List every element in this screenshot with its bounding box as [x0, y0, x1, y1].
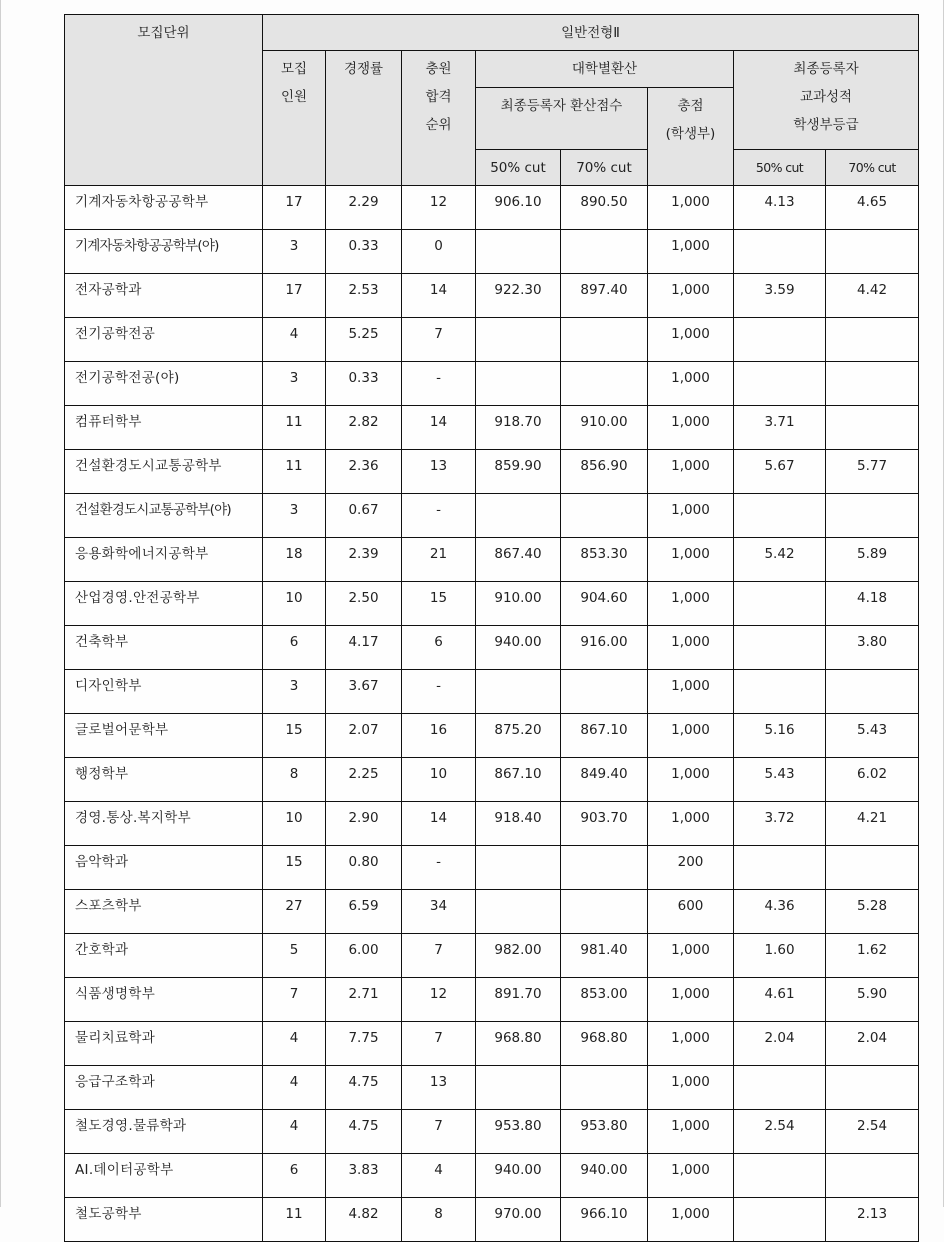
cell-rate: 0.33: [326, 230, 402, 274]
table-row: [65, 494, 919, 538]
cell-total: 1,000: [648, 582, 734, 626]
cell-total: 1,000: [648, 362, 734, 406]
cell-rank: -: [402, 670, 476, 714]
cell-grade50: [734, 1066, 826, 1110]
cell-conv70: [561, 846, 648, 890]
cell-conv70: [561, 230, 648, 274]
cell-quota: 4: [263, 1110, 326, 1154]
cell-rank: 21: [402, 538, 476, 582]
cell-unit: 전기공학전공(야): [65, 362, 263, 406]
cell-rate: 5.25: [326, 318, 402, 362]
table-header: [65, 15, 919, 186]
cell-grade50: [734, 230, 826, 274]
cell-conv70: 856.90: [561, 450, 648, 494]
cell-total: 600: [648, 890, 734, 934]
cell-rank: 13: [402, 450, 476, 494]
cell-grade50: 3.72: [734, 802, 826, 846]
cell-rank: 14: [402, 406, 476, 450]
cell-rate: 7.75: [326, 1022, 402, 1066]
header-total: [648, 88, 734, 186]
cell-total: 1,000: [648, 406, 734, 450]
cell-total: 1,000: [648, 1110, 734, 1154]
cell-grade50: 2.04: [734, 1022, 826, 1066]
cell-unit: 기계자동차항공공학부(야): [65, 230, 263, 274]
cell-rank: -: [402, 846, 476, 890]
cell-grade50: 5.43: [734, 758, 826, 802]
cell-grade70: [826, 494, 919, 538]
header-grade-line2: 교과성적: [799, 89, 853, 105]
cell-conv50: 906.10: [476, 186, 561, 230]
cell-quota: 7: [263, 978, 326, 1022]
cell-grade70: 6.02: [826, 758, 919, 802]
cell-grade70: 5.77: [826, 450, 919, 494]
cell-unit: 디자인학부: [65, 670, 263, 714]
table-row: [65, 802, 919, 846]
table-row: [65, 1154, 919, 1198]
cell-rank: 34: [402, 890, 476, 934]
table-row: [65, 230, 919, 274]
cell-conv50: 867.40: [476, 538, 561, 582]
cell-grade70: 4.42: [826, 274, 919, 318]
page-edge-left: [0, 0, 1, 1207]
table-row: [65, 1022, 919, 1066]
table-row: [65, 186, 919, 230]
cell-rate: 4.75: [326, 1066, 402, 1110]
cell-conv70: [561, 494, 648, 538]
cell-conv50: [476, 890, 561, 934]
cell-grade70: 4.65: [826, 186, 919, 230]
cell-total: 200: [648, 846, 734, 890]
table-row: [65, 626, 919, 670]
cell-rank: 12: [402, 978, 476, 1022]
cell-conv50: 891.70: [476, 978, 561, 1022]
cell-quota: 6: [263, 626, 326, 670]
cell-rate: 2.82: [326, 406, 402, 450]
header-grade-70: 70% cut: [826, 150, 919, 186]
cell-unit: 컴퓨터학부: [65, 406, 263, 450]
cell-grade70: 5.90: [826, 978, 919, 1022]
cell-total: 1,000: [648, 450, 734, 494]
cell-total: 1,000: [648, 230, 734, 274]
cell-unit: 건축학부: [65, 626, 263, 670]
header-track: 일반전형Ⅱ: [263, 15, 919, 51]
cell-conv50: 982.00: [476, 934, 561, 978]
header-conv-70: 70% cut: [561, 150, 648, 186]
cell-rate: 4.75: [326, 1110, 402, 1154]
cell-rank: 16: [402, 714, 476, 758]
cell-grade50: [734, 582, 826, 626]
cell-rate: 0.33: [326, 362, 402, 406]
header-waitlist-line2: 합격: [425, 89, 452, 105]
cell-conv70: 904.60: [561, 582, 648, 626]
cell-conv50: [476, 318, 561, 362]
cell-rate: 2.53: [326, 274, 402, 318]
cell-conv50: 970.00: [476, 1198, 561, 1242]
cell-rank: 14: [402, 802, 476, 846]
cell-total: 1,000: [648, 318, 734, 362]
cell-quota: 10: [263, 582, 326, 626]
header-waitlist-line3: 순위: [425, 117, 452, 133]
cell-conv50: [476, 230, 561, 274]
cell-total: 1,000: [648, 1198, 734, 1242]
cell-grade70: [826, 1066, 919, 1110]
cell-conv50: 918.40: [476, 802, 561, 846]
cell-conv50: 953.80: [476, 1110, 561, 1154]
cell-conv70: 849.40: [561, 758, 648, 802]
cell-grade50: 3.59: [734, 274, 826, 318]
cell-total: 1,000: [648, 186, 734, 230]
cell-grade50: [734, 494, 826, 538]
cell-total: 1,000: [648, 1154, 734, 1198]
cell-rank: 14: [402, 274, 476, 318]
cell-quota: 3: [263, 494, 326, 538]
cell-total: 1,000: [648, 1066, 734, 1110]
cell-quota: 18: [263, 538, 326, 582]
table-row: [65, 362, 919, 406]
cell-rate: 2.07: [326, 714, 402, 758]
cell-rank: 4: [402, 1154, 476, 1198]
cell-conv70: 981.40: [561, 934, 648, 978]
cell-quota: 11: [263, 406, 326, 450]
cell-rate: 2.36: [326, 450, 402, 494]
cell-quota: 5: [263, 934, 326, 978]
header-quota-line2: 인원: [280, 89, 308, 105]
cell-grade70: 4.18: [826, 582, 919, 626]
cell-rank: 6: [402, 626, 476, 670]
table-row: [65, 758, 919, 802]
table-row: [65, 890, 919, 934]
cell-grade50: 5.67: [734, 450, 826, 494]
cell-quota: 27: [263, 890, 326, 934]
table-row: [65, 538, 919, 582]
cell-quota: 17: [263, 274, 326, 318]
cell-grade50: [734, 846, 826, 890]
cell-total: 1,000: [648, 494, 734, 538]
cell-conv70: 903.70: [561, 802, 648, 846]
cell-grade50: 5.16: [734, 714, 826, 758]
table-row: [65, 670, 919, 714]
cell-conv50: 859.90: [476, 450, 561, 494]
header-quota: [263, 51, 326, 186]
header-final-converted: 최종등록자 환산점수: [476, 88, 648, 150]
table-row: [65, 274, 919, 318]
cell-conv70: 853.30: [561, 538, 648, 582]
cell-grade70: 3.80: [826, 626, 919, 670]
cell-grade50: [734, 626, 826, 670]
cell-grade70: [826, 1154, 919, 1198]
cell-rate: 0.67: [326, 494, 402, 538]
cell-grade50: 5.42: [734, 538, 826, 582]
cell-grade70: 5.43: [826, 714, 919, 758]
cell-unit: 경영.통상.복지학부: [65, 802, 263, 846]
cell-unit: 간호학과: [65, 934, 263, 978]
cell-rate: 2.25: [326, 758, 402, 802]
cell-grade70: [826, 318, 919, 362]
cell-conv50: 922.30: [476, 274, 561, 318]
cell-grade70: 2.13: [826, 1198, 919, 1242]
table-row: [65, 582, 919, 626]
cell-conv70: 897.40: [561, 274, 648, 318]
cell-conv70: 867.10: [561, 714, 648, 758]
header-waitlist-rank: [402, 51, 476, 186]
cell-grade70: 1.62: [826, 934, 919, 978]
cell-unit: 식품생명학부: [65, 978, 263, 1022]
table-row: [65, 978, 919, 1022]
cell-rate: 3.67: [326, 670, 402, 714]
cell-conv50: 968.80: [476, 1022, 561, 1066]
cell-quota: 8: [263, 758, 326, 802]
cell-conv70: [561, 1066, 648, 1110]
cell-quota: 15: [263, 714, 326, 758]
cell-conv50: 875.20: [476, 714, 561, 758]
cell-rank: 13: [402, 1066, 476, 1110]
cell-conv70: 940.00: [561, 1154, 648, 1198]
cell-rate: 6.59: [326, 890, 402, 934]
table-body: [65, 186, 919, 1242]
cell-conv70: 953.80: [561, 1110, 648, 1154]
cell-conv70: [561, 890, 648, 934]
table-row: [65, 714, 919, 758]
cell-rank: 8: [402, 1198, 476, 1242]
cell-rate: 4.82: [326, 1198, 402, 1242]
cell-grade50: 1.60: [734, 934, 826, 978]
cell-conv50: 867.10: [476, 758, 561, 802]
cell-quota: 4: [263, 1022, 326, 1066]
header-total-line2: (학생부): [665, 126, 716, 142]
cell-rate: 2.71: [326, 978, 402, 1022]
cell-conv50: 918.70: [476, 406, 561, 450]
cell-unit: 응용화학에너지공학부: [65, 538, 263, 582]
cell-grade70: 5.89: [826, 538, 919, 582]
cell-conv70: 968.80: [561, 1022, 648, 1066]
cell-unit: 스포츠학부: [65, 890, 263, 934]
cell-unit: 행정학부: [65, 758, 263, 802]
cell-conv50: [476, 494, 561, 538]
cell-rate: 2.90: [326, 802, 402, 846]
cell-conv70: 966.10: [561, 1198, 648, 1242]
table-row: [65, 934, 919, 978]
admission-results-table: [64, 14, 919, 1242]
header-competition: 경쟁률: [326, 51, 402, 186]
cell-unit: 산업경영.안전공학부: [65, 582, 263, 626]
cell-total: 1,000: [648, 670, 734, 714]
table-row: [65, 846, 919, 890]
cell-rate: 0.80: [326, 846, 402, 890]
header-unit: 모집단위: [65, 15, 263, 186]
header-grade-line1: 최종등록자: [793, 61, 859, 77]
cell-unit: 철도경영.물류학과: [65, 1110, 263, 1154]
cell-unit: 기계자동차항공공학부: [65, 186, 263, 230]
cell-rate: 6.00: [326, 934, 402, 978]
cell-grade50: [734, 670, 826, 714]
table-row: [65, 1066, 919, 1110]
cell-rate: 3.83: [326, 1154, 402, 1198]
table-row: [65, 406, 919, 450]
cell-grade70: 2.04: [826, 1022, 919, 1066]
cell-grade70: 5.28: [826, 890, 919, 934]
cell-quota: 4: [263, 1066, 326, 1110]
cell-unit: 응급구조학과: [65, 1066, 263, 1110]
cell-quota: 11: [263, 1198, 326, 1242]
header-conversion: 대학별환산: [476, 51, 734, 88]
cell-rank: 7: [402, 318, 476, 362]
header-grade-50: 50% cut: [734, 150, 826, 186]
cell-unit: 건설환경도시교통공학부: [65, 450, 263, 494]
cell-conv70: [561, 362, 648, 406]
cell-quota: 3: [263, 362, 326, 406]
header-conv-50: 50% cut: [476, 150, 561, 186]
cell-unit: 철도공학부: [65, 1198, 263, 1242]
cell-conv70: 890.50: [561, 186, 648, 230]
cell-grade50: 2.54: [734, 1110, 826, 1154]
cell-conv50: [476, 362, 561, 406]
cell-grade70: [826, 406, 919, 450]
cell-quota: 11: [263, 450, 326, 494]
cell-rank: 15: [402, 582, 476, 626]
cell-total: 1,000: [648, 274, 734, 318]
cell-grade70: 4.21: [826, 802, 919, 846]
header-waitlist-line1: 충원: [425, 61, 452, 77]
cell-grade50: [734, 1198, 826, 1242]
cell-quota: 10: [263, 802, 326, 846]
cell-grade50: [734, 318, 826, 362]
cell-total: 1,000: [648, 934, 734, 978]
cell-conv50: [476, 846, 561, 890]
cell-quota: 4: [263, 318, 326, 362]
cell-quota: 3: [263, 670, 326, 714]
cell-total: 1,000: [648, 802, 734, 846]
cell-quota: 15: [263, 846, 326, 890]
cell-grade50: 4.36: [734, 890, 826, 934]
cell-unit: 건설환경도시교통공학부(야): [65, 494, 263, 538]
header-grade: [734, 51, 919, 150]
cell-conv50: [476, 1066, 561, 1110]
cell-rate: 2.50: [326, 582, 402, 626]
cell-quota: 17: [263, 186, 326, 230]
header-total-line1: 총점: [677, 98, 704, 114]
cell-rate: 2.29: [326, 186, 402, 230]
cell-grade70: 2.54: [826, 1110, 919, 1154]
cell-rank: -: [402, 494, 476, 538]
cell-total: 1,000: [648, 626, 734, 670]
header-quota-line1: 모집: [280, 61, 308, 77]
cell-conv70: 916.00: [561, 626, 648, 670]
cell-rank: -: [402, 362, 476, 406]
table-row: [65, 450, 919, 494]
cell-rank: 7: [402, 934, 476, 978]
cell-conv70: [561, 670, 648, 714]
cell-grade50: [734, 362, 826, 406]
cell-unit: 전기공학전공: [65, 318, 263, 362]
table-row: [65, 318, 919, 362]
cell-grade50: 4.13: [734, 186, 826, 230]
cell-grade70: [826, 670, 919, 714]
cell-quota: 6: [263, 1154, 326, 1198]
cell-unit: 전자공학과: [65, 274, 263, 318]
cell-conv70: 910.00: [561, 406, 648, 450]
header-grade-line3: 학생부등급: [793, 117, 859, 133]
cell-total: 1,000: [648, 714, 734, 758]
cell-grade50: 4.61: [734, 978, 826, 1022]
cell-grade50: [734, 1154, 826, 1198]
cell-rank: 0: [402, 230, 476, 274]
cell-total: 1,000: [648, 978, 734, 1022]
cell-rank: 12: [402, 186, 476, 230]
cell-conv50: [476, 670, 561, 714]
cell-grade70: [826, 846, 919, 890]
cell-unit: 물리치료학과: [65, 1022, 263, 1066]
cell-total: 1,000: [648, 538, 734, 582]
cell-grade50: 3.71: [734, 406, 826, 450]
cell-rank: 7: [402, 1110, 476, 1154]
cell-unit: AI.데이터공학부: [65, 1154, 263, 1198]
cell-conv70: [561, 318, 648, 362]
cell-unit: 글로벌어문학부: [65, 714, 263, 758]
table-row: [65, 1110, 919, 1154]
cell-grade70: [826, 362, 919, 406]
cell-rank: 7: [402, 1022, 476, 1066]
cell-conv50: 940.00: [476, 626, 561, 670]
cell-grade70: [826, 230, 919, 274]
cell-total: 1,000: [648, 758, 734, 802]
cell-rate: 2.39: [326, 538, 402, 582]
cell-conv70: 853.00: [561, 978, 648, 1022]
table-row: [65, 1198, 919, 1242]
cell-conv50: 940.00: [476, 1154, 561, 1198]
cell-quota: 3: [263, 230, 326, 274]
cell-rank: 10: [402, 758, 476, 802]
cell-total: 1,000: [648, 1022, 734, 1066]
cell-rate: 4.17: [326, 626, 402, 670]
cell-conv50: 910.00: [476, 582, 561, 626]
cell-unit: 음악학과: [65, 846, 263, 890]
